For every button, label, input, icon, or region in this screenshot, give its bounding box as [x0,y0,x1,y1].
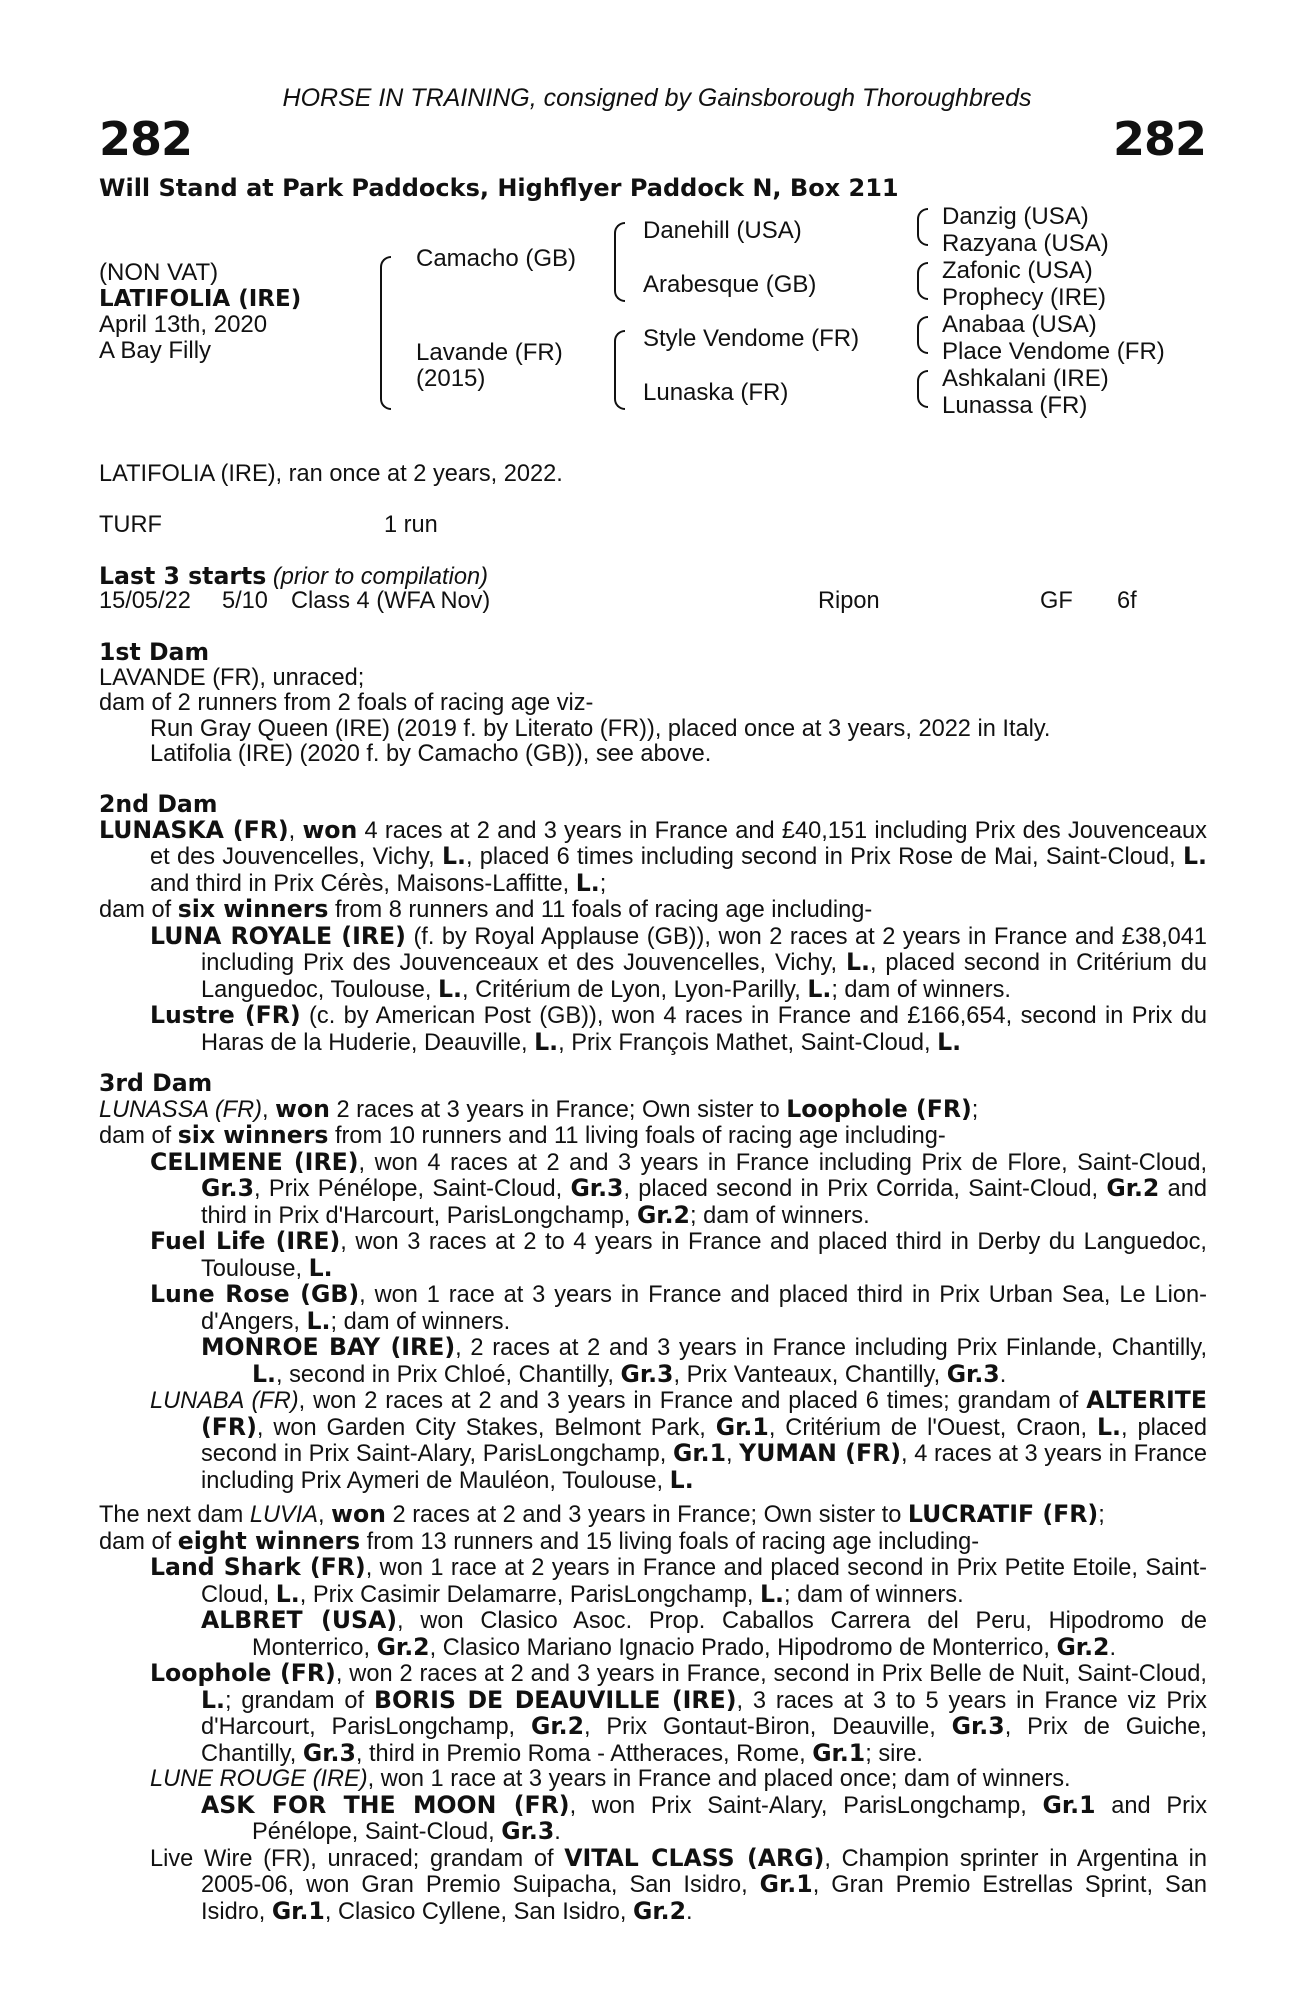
produce-line: Latifolia (IRE) (2020 f. by Camacho (GB)), see above. [150,741,712,767]
produce-paragraph: Lustre (FR) (c. by American Post (GB)), won 4 races in France and £166,654, second in Prix du Haras de la Huderie, Deauville, L., Prix François Mathet, Saint-Cloud, L. [150,1001,1207,1056]
pedigree-dam: Lavande (FR) [416,339,563,366]
horse-name: VITAL CLASS (ARG) [564,1843,825,1872]
pedigree-gen3: Prophecy (IRE) [942,284,1107,311]
pedigree-brace [917,316,928,354]
produce-paragraph: Land Shark (FR), won 1 race at 2 years in France and placed second in Prix Petite Etoile, Saint-Cloud, L., Prix Casimir Delamarre, ParisLongchamp, L.; dam of winners. [150,1553,1207,1608]
last-starts-title: Last 3 starts [99,562,267,590]
horse-name: LUNASKA (FR) [99,815,289,844]
dam-paragraph: LUNASSA (FR), won 2 races at 3 years in France; Own sister to Loophole (FR); [99,1094,979,1123]
pedigree-brace [917,262,928,300]
dam-paragraph: The next dam LUVIA, won 2 races at 2 and 3 years in France; Own sister to LUCRATIF (FR); [99,1500,1105,1528]
stand-location: Will Stand at Park Paddocks, Highflyer Paddock N, Box 211 [99,174,899,202]
pedigree-gen3: Lunassa (FR) [942,392,1088,419]
pedigree-gen3: Place Vendome (FR) [942,338,1165,365]
third-dam-section [99,1071,1207,1494]
pedigree-brace [917,370,928,408]
pedigree-gen3: Zafonic (USA) [942,257,1093,284]
section-heading: 3rd Dam [99,1069,213,1097]
dam-of-line: dam of six winners from 10 runners and 11 living foals of racing age including- [99,1121,946,1149]
last-starts-note: (prior to compilation) [272,564,488,590]
pedigree-brace [380,256,391,410]
race-going: GF [1040,588,1073,614]
dam-of-line: dam of six winners from 8 runners and 11 foals of racing age including- [99,895,873,923]
horse-name: LUNE ROUGE (IRE) [150,1766,368,1792]
pedigree-sire: Camacho (GB) [416,245,577,272]
won-label: won [302,815,358,844]
pedigree-brace [614,222,625,302]
race-distance: 6f [1117,588,1137,614]
horse-name: Land Shark (FR) [150,1553,366,1581]
horse-name: Lune Rose (GB) [150,1280,360,1308]
horse-name: LUNA ROYALE (IRE) [150,921,406,950]
horse-name: ASK FOR THE MOON (FR) [201,1790,570,1819]
race-date: 15/05/22 [99,588,191,614]
pedigree-gen3: Danzig (USA) [942,203,1089,230]
pedigree-dam-year: (2015) [416,365,486,392]
produce-paragraph: MONROE BAY (IRE), 2 races at 2 and 3 years in France including Prix Finlande, Chantilly, L., second in Prix Chloé, Chantilly, Gr.3, Prix Vanteaux, Chantilly, Gr.3. [201,1333,1208,1388]
produce-paragraph: LUNA ROYALE (IRE) (f. by Royal Applause (GB)), won 2 races at 2 years in France and £38,041 including Prix des Jouvenceaux et des Jouvencelles, Vichy, L., placed second in Critérium du Languedoc, Toulouse, L., Critérium de Lyon, Lyon-Parilly, L.; dam of winners. [150,921,1208,1003]
produce-paragraph: Loophole (FR), won 2 races at 2 and 3 years in France, second in Prix Belle de Nuit, Saint-Cloud, L.; grandam of BORIS DE DEAUVILLE (IRE), 3 races at 3 to 5 years in France viz Prix d'Harcourt, ParisLongchamp, Gr.2, Prix Gontaut-Biron, Deauville, Gr.3, Prix de Guiche, Chantilly, Gr.3, third in Premio Roma - Attheraces, Rome, Gr.1; sire. [150,1659,1208,1767]
pedigree-brace [917,208,928,246]
vat-status: (NON VAT) [99,259,219,286]
first-dam-line: LAVANDE (FR), unraced; [99,664,365,691]
pedigree-dam-dam: Lunaska (FR) [643,379,789,406]
lot-number-right: 282 [1112,112,1206,166]
horse-name: CELIMENE (IRE) [150,1147,359,1176]
race-summary: LATIFOLIA (IRE), ran once at 2 years, 2022. [99,461,563,487]
pedigree-gen3: Razyana (USA) [942,230,1109,257]
horse-name: LUNASSA (FR) [99,1096,262,1123]
horse-name: MONROE BAY (IRE) [201,1333,456,1361]
consignment-line: HORSE IN TRAINING, consigned by Gainsborough Thoroughbreds [282,84,1032,112]
produce-paragraph: Lune Rose (GB), won 1 race at 3 years in France and placed third in Prix Urban Sea, Le Lion-d'Angers, L.; dam of winners. [150,1280,1207,1335]
pedigree-brace [614,330,625,410]
record-surface: TURF [99,512,162,538]
first-dam-line: dam of 2 runners from 2 foals of racing age viz- [99,690,594,716]
record-runs: 1 run [384,512,438,538]
produce-line: Run Gray Queen (IRE) (2019 f. by Literato (FR)), placed once at 3 years, 2022 in Italy. [150,715,1051,742]
horse-name: Fuel Life (IRE) [150,1227,341,1255]
section-heading: 1st Dam [99,638,210,666]
horse-name: LUVIA [249,1502,319,1528]
pedigree-sire-sire: Danehill (USA) [643,217,802,244]
race-class: Class 4 (WFA Nov) [291,588,491,614]
pedigree-gen3: Anabaa (USA) [942,311,1097,338]
last-starts-heading [99,562,488,591]
next-dam-section [99,1502,1207,1925]
pedigree-gen3: Ashkalani (IRE) [942,365,1109,392]
second-dam-section [99,792,1207,1056]
horse-name: ALBRET (USA) [201,1606,398,1634]
dam-of-line: dam of eight winners from 13 runners and 15 living foals of racing age including- [99,1526,980,1555]
race-course: Ripon [818,588,880,614]
dam-paragraph: LUNASKA (FR), won 4 races at 2 and 3 years in France and £40,151 including Prix des Jouvenceaux et des Jouvencelles, Vichy, L., placed 6 times including second in Prix Rose de Mai, Saint-Cloud, L. and third in Prix Cérès, Maisons-Laffitte, L.; [99,815,1208,897]
horse-name: LATIFOLIA (IRE) [99,286,302,312]
lot-number-left: 282 [99,112,193,166]
horse-name: Loophole (FR) [150,1659,336,1687]
pedigree-sire-dam: Arabesque (GB) [643,271,817,298]
produce-paragraph: LUNE ROUGE (IRE), won 1 race at 3 years in France and placed once; dam of winners. [150,1766,1071,1792]
horse-dob: April 13th, 2020 [99,311,268,338]
section-heading: 2nd Dam [99,790,218,818]
horse-name: Lustre (FR) [150,1001,301,1029]
horse-description: A Bay Filly [99,337,212,364]
first-dam-section [99,640,1207,768]
produce-paragraph: Live Wire (FR), unraced; grandam of VITAL CLASS (ARG), Champion sprinter in Argentina in 2005-06, won Gran Premio Suipacha, San Isidro, Gr.1, Gran Premio Estrellas Sprint, San Isidro, Gr.1, Clasico Cyllene, San Isidro, Gr.2. [150,1843,1207,1925]
pedigree-dam-sire: Style Vendome (FR) [643,325,860,352]
produce-paragraph: CELIMENE (IRE), won 4 races at 2 and 3 years in France including Prix de Flore, Saint-Cloud, Gr.3, Prix Pénélope, Saint-Cloud, Gr.3, placed second in Prix Corrida, Saint-Cloud, Gr.2 and third in Prix d'Harcourt, ParisLongchamp, Gr.2; dam of winners. [150,1147,1208,1229]
produce-paragraph: Fuel Life (IRE), won 3 races at 2 to 4 years in France and placed third in Derby du Languedoc, Toulouse, L. [150,1227,1207,1282]
race-position: 5/10 [222,588,268,614]
produce-paragraph: ALBRET (USA), won Clasico Asoc. Prop. Caballos Carrera del Peru, Hipodromo de Monterrico, Gr.2, Clasico Mariano Ignacio Prado, Hipodromo de Monterrico, Gr.2. [201,1606,1207,1661]
produce-paragraph: LUNABA (FR), won 2 races at 2 and 3 years in France and placed 6 times; grandam of ALTERITE (FR), won Garden City Stakes, Belmont Park, Gr.1, Critérium de l'Ouest, Craon, L., placed second in Prix Saint-Alary, ParisLongchamp, Gr.1, YUMAN (FR), 4 races at 3 years in France including Prix Aymeri de Mauléon, Toulouse, L. [150,1386,1208,1494]
horse-name: LUNABA (FR) [150,1388,299,1414]
produce-paragraph: ASK FOR THE MOON (FR), won Prix Saint-Alary, ParisLongchamp, Gr.1 and Prix Pénélope, Saint-Cloud, Gr.3. [201,1790,1207,1845]
